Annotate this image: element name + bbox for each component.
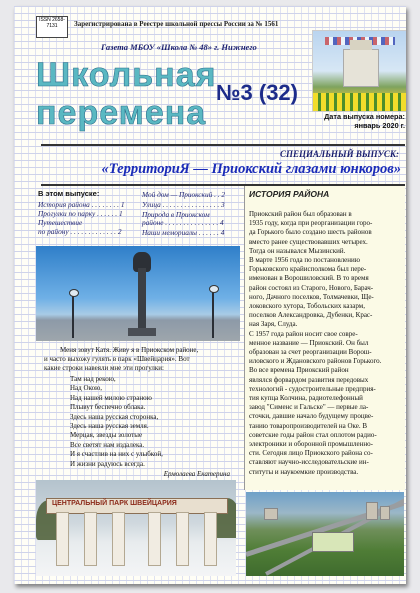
poem-line: Там над рекою,: [70, 375, 116, 383]
history-line: ная Заря, Слуда.: [249, 320, 298, 329]
building-shape: [264, 508, 278, 520]
history-line: район состоял из Старого, Нового, Барач-: [249, 283, 374, 292]
park-arch-photo: [36, 480, 236, 576]
poem-line: Мерцая, звезды золотые: [70, 431, 143, 440]
issue-number: №3 (32): [216, 80, 298, 105]
building-shape: [343, 49, 379, 87]
toc-item[interactable]: Природа в Приокском: [142, 210, 210, 219]
toc-item[interactable]: Наши мемориалы . . . . . . 4: [142, 228, 225, 237]
toc-item[interactable]: Мой дом — Приокский . . 2: [142, 190, 226, 199]
history-line: Приокский район был образован в: [249, 210, 352, 218]
toc-item[interactable]: Путешествие: [38, 218, 83, 227]
history-line: сти. Сегодня лицо Приокского района со-: [249, 449, 373, 458]
toc-heading: В этом выпуске:: [38, 189, 100, 198]
history-line: вместо ранее существовавших четырех.: [249, 237, 368, 246]
history-line: Во все времена Приокский район: [249, 366, 349, 375]
toc-item[interactable]: Улица . . . . . . . . . . . . . . . . 3: [142, 200, 225, 209]
history-line: завод "Сименс и Гальске" — первые ла-: [249, 403, 369, 412]
poem-line: Здесь наша русская сторонка,: [70, 412, 159, 421]
history-line: советские годы район стал оплотом радио-: [249, 430, 377, 439]
toc-item[interactable]: История района . . . . . . . . 1: [38, 200, 125, 209]
arch-column: [148, 512, 161, 566]
history-line: Горьковского крайисполкома был пере-: [249, 265, 367, 274]
arch-column: [176, 512, 189, 566]
history-line: технологий - судостроительные предприя-: [249, 384, 376, 393]
school-photo: [312, 30, 406, 112]
poem-intro: и часто выхожу гулять в парк «Швейцария». Вот: [44, 355, 190, 363]
special-label: СПЕЦИАЛЬНЫЙ ВЫПУСК:: [280, 149, 399, 159]
history-line: сточки, давшие начало будущему процве-: [249, 412, 374, 421]
history-line: тия купца Колчина, радиотелефонный: [249, 394, 363, 402]
toc-item[interactable]: районе . . . . . . . . . . . . . . . 4: [142, 218, 224, 227]
table-of-contents: [36, 186, 238, 246]
newspaper-page: [14, 6, 406, 584]
special-headline: «ТерриториЯ — Приокский глазами юнкоров»: [101, 161, 401, 177]
history-line: да Горького было создано шесть районов: [249, 228, 372, 237]
history-line: танию товаропроизводителей на Оке. В: [249, 421, 368, 430]
history-line: Тогда он назывался Мызинский.: [249, 246, 346, 255]
arch-column: [204, 512, 217, 566]
poem-line: Здесь наша русская земля.: [70, 422, 149, 430]
history-line: менное название — Приокский. Он был: [249, 338, 369, 347]
history-line: В марте 1956 года по постановлению: [249, 256, 360, 264]
building-shape: [366, 502, 378, 520]
issn-barcode: [36, 16, 68, 38]
arch-column: [112, 512, 125, 566]
arch-column: [84, 512, 97, 566]
poem-line: Над нашей милою страною: [70, 393, 152, 402]
lamp-post: [212, 290, 214, 338]
history-line: ституты и наукоемкие производства.: [249, 467, 359, 476]
history-title: ИСТОРИЯ РАЙОНА: [249, 189, 330, 199]
history-line: электроники и оборонной промышленно-: [249, 440, 373, 448]
history-line: локовского хутора, Тобольских казарм,: [249, 302, 365, 310]
poem-line: Все светят нам издалека.: [70, 440, 145, 449]
paper-name: Газета МБОУ «Школа № 48» г. Нижнего: [101, 42, 257, 52]
poem-line: И я счастлив на них с улыбкой,: [70, 450, 163, 459]
arch-column: [56, 512, 69, 566]
history-article: [244, 186, 405, 490]
poem-intro: какие строки навеяли мне эти прогулки:: [44, 364, 164, 372]
masthead-title-line2: перемена: [36, 94, 207, 132]
date-label: Дата выпуска номера:: [324, 112, 405, 121]
masthead-title-line1: Школьная: [36, 56, 217, 94]
issn-text: ISSN 2658-7131: [39, 17, 65, 29]
poem-line: Плывут беспечно облака.: [70, 403, 146, 412]
history-line: образован за счет реорганизации Ворош-: [249, 348, 372, 356]
history-line: поселков Александровка, Дубенки, Крас-: [249, 311, 373, 320]
history-line: ставляют научно-исследовательские ин-: [249, 458, 369, 467]
building-shape: [380, 506, 390, 520]
registration-text: Зарегистрирована в Реестре школьной прессы России за № 1561: [74, 20, 279, 28]
special-issue-banner: [41, 144, 405, 186]
poem-line: И жизни радуюсь всегда.: [70, 459, 145, 468]
poem-line: Над Окою,: [70, 384, 103, 393]
poem-intro: Меня зовут Катя. Живу я в Приокском районе,: [60, 346, 199, 354]
green-area: [312, 532, 354, 552]
arch-sign: ЦЕНТРАЛЬНЫЙ ПАРК ШВЕЙЦАРИЯ: [52, 500, 177, 507]
lamp-post: [72, 294, 74, 338]
flowers-decor: [313, 93, 406, 111]
toc-item[interactable]: Прогулки по парку . . . . . . 1: [38, 209, 123, 218]
history-line: именован в Ворошиловский. В то время: [249, 274, 369, 283]
poem-author: Ермолаева Екатерина: [163, 470, 230, 478]
monument-base: [128, 328, 156, 336]
monument-photo: [36, 246, 240, 341]
history-line: иловского и Ждановского районов Горького.: [249, 357, 382, 366]
history-line: ного, Дачного поселков, Толмачевки, Ще-: [249, 292, 374, 301]
issue-date: [312, 112, 405, 130]
monument-column: [138, 268, 146, 334]
history-line: С 1957 года район носит свое совре-: [249, 329, 358, 338]
history-line: являлся форвардом развития передовых: [249, 375, 369, 384]
poem-article: [36, 344, 240, 480]
aerial-district-photo: [246, 492, 404, 576]
toc-item[interactable]: по району . . . . . . . . . . . . . 2: [38, 227, 122, 236]
date-value: январь 2020 г.: [354, 121, 405, 130]
history-line: 1935 году, когда при реорганизации горо-: [249, 219, 373, 228]
